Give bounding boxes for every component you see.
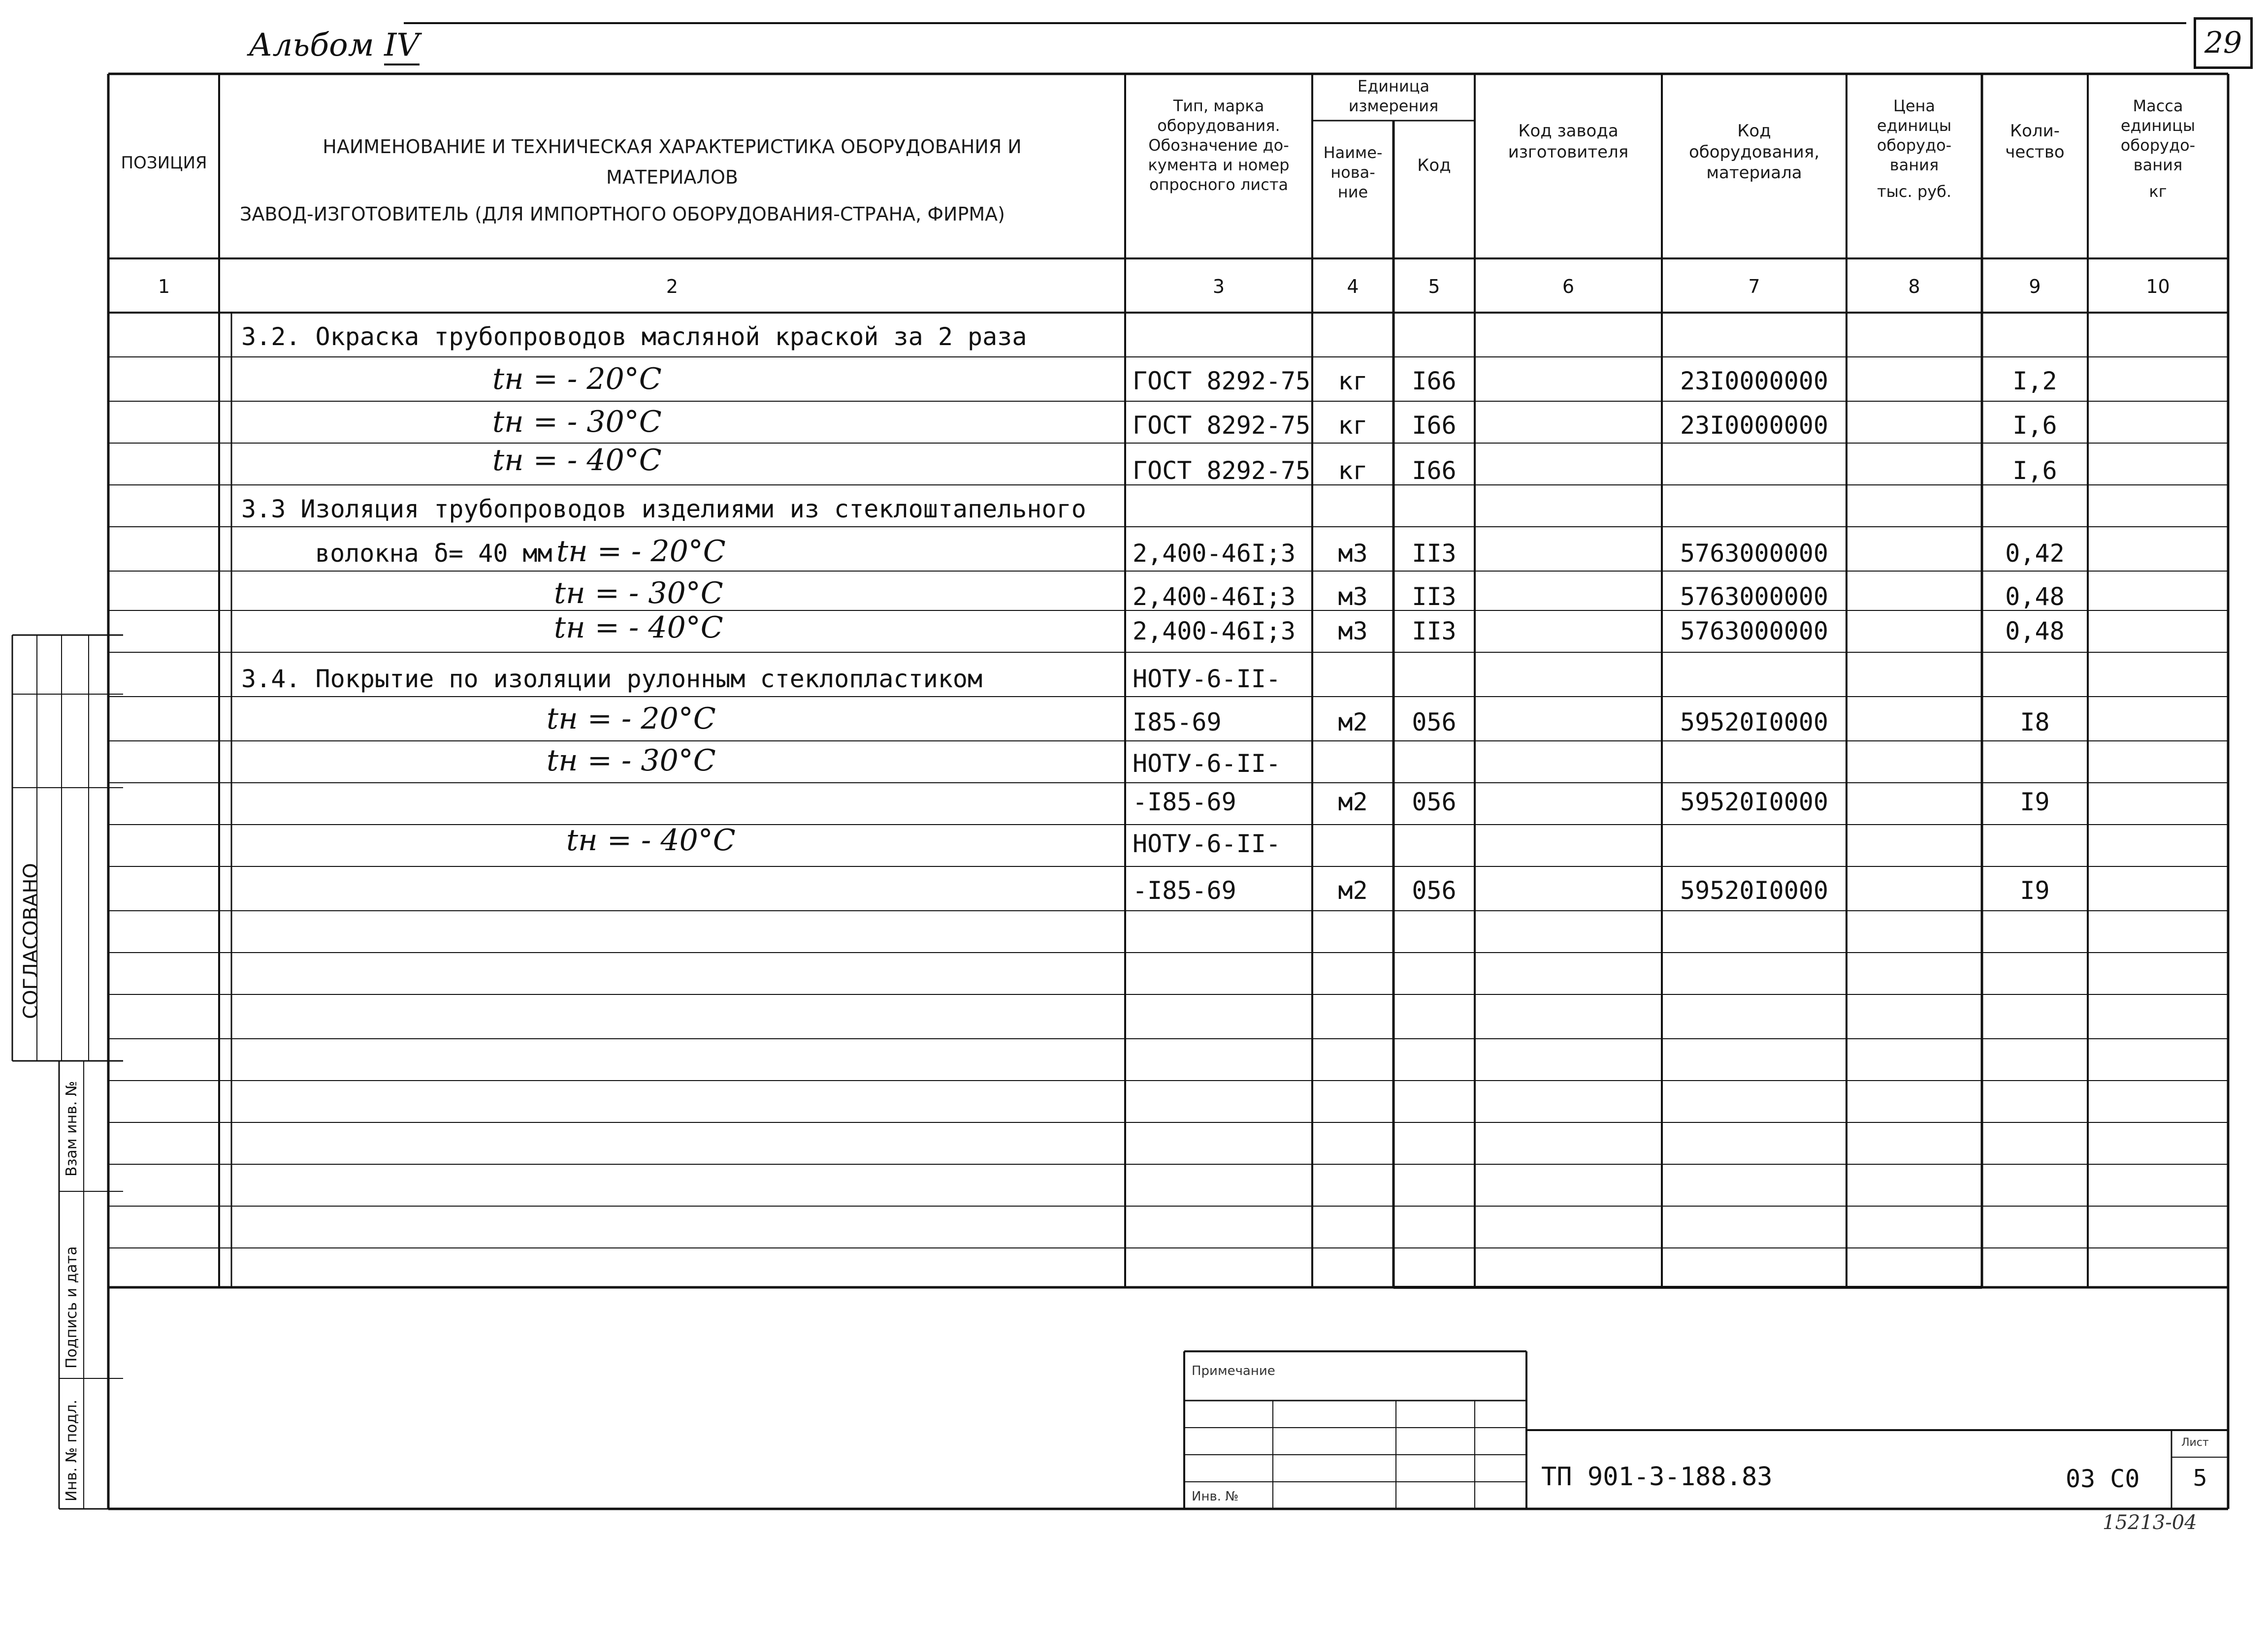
side-stamp-agreed: СОГЛАСОВАНО [20, 862, 42, 1019]
col-type-line: Тип, марка [1173, 96, 1264, 115]
col-qty-line: Коли- [2009, 121, 2060, 141]
unit-cell: кг [1338, 411, 1368, 440]
stamp-sheet-number: 5 [2193, 1465, 2207, 1491]
col-number: 9 [2029, 276, 2041, 297]
qty-cell: I,6 [2012, 411, 2057, 440]
doc-cell: I85-69 [1133, 708, 1222, 736]
col-mass-header [2089, 96, 2227, 201]
unit-cell: м2 [1338, 708, 1368, 736]
qty-cell: I,6 [2012, 456, 2057, 485]
stamp-sheet-label: Лист [2181, 1436, 2209, 1449]
col-name-line3: ЗАВОД-ИЗГОТОВИТЕЛЬ (ДЛЯ ИМПОРТНОГО ОБОРУДОВАНИЯ-СТРАНА, ФИРМА) [240, 203, 1005, 225]
col-type-line: Обозначение до- [1148, 136, 1289, 155]
unit-code-cell: I66 [1412, 411, 1457, 440]
section-title-3-3: 3.3 Изоляция трубопроводов изделиями из стеклоштапельного [241, 495, 1086, 523]
col-unit-group-line: Единица [1357, 77, 1430, 96]
col-unit-group-line: измерения [1348, 96, 1439, 115]
album-label-text: Альбом [249, 27, 374, 64]
qty-cell: I,2 [2012, 367, 2057, 395]
section-title-3-2: 3.2. Окраска трубопроводов масляной краской за 2 раза [241, 322, 1027, 351]
col-number: 6 [1562, 276, 1575, 297]
side-stamp-inv-orig: Инв. № подл. [63, 1400, 80, 1501]
unit-code-cell: II3 [1412, 617, 1457, 645]
stamp-inv-label: Инв. № [1192, 1489, 1239, 1504]
col-price-line: Цена [1893, 96, 1936, 115]
temperature-label: tн = - 40°C [566, 823, 736, 858]
equip-code-cell: 23I0000000 [1680, 411, 1829, 440]
unit-cell: кг [1338, 456, 1368, 485]
col-qty-header [1983, 121, 2087, 162]
sheet-number: 29 [2204, 26, 2242, 60]
col-number: 1 [158, 276, 170, 297]
document-section: 03 С0 [2066, 1465, 2140, 1493]
col-number: 10 [2146, 276, 2170, 297]
unit-cell: кг [1338, 367, 1368, 395]
doc-cell: 2,400-46I;3 [1133, 539, 1296, 568]
doc-cell: НОТУ-6-II- [1133, 749, 1281, 778]
col-unit-name-line: Наиме- [1323, 143, 1383, 162]
col-equip-code-line: оборудования, [1688, 142, 1820, 162]
col-unit-name-header [1313, 143, 1393, 202]
archive-number: 15213-04 [2103, 1511, 2197, 1534]
fiber-thickness-label: волокна δ= 40 мм [315, 539, 552, 568]
temperature-label: tн = - 40°C [554, 610, 723, 645]
col-factory-code-header [1476, 121, 1661, 162]
unit-code-cell: II3 [1412, 582, 1457, 611]
col-mass-line: оборудо- [2120, 136, 2196, 155]
col-unit-name-line: ние [1337, 183, 1368, 201]
doc-cell: НОТУ-6-II- [1133, 830, 1281, 858]
equip-code-cell: 5763000000 [1680, 617, 1829, 645]
col-name-line1: НАИМЕНОВАНИЕ И ТЕХНИЧЕСКАЯ ХАРАКТЕРИСТИКА ОБОРУДОВАНИЯ И [323, 136, 1022, 158]
col-type-line: оборудования. [1157, 116, 1280, 135]
col-factory-code-line: Код завода [1518, 121, 1619, 141]
temperature-label: tн = - 30°C [547, 743, 716, 778]
unit-code-cell: I66 [1412, 367, 1457, 395]
equip-code-cell: 59520I0000 [1680, 788, 1829, 816]
col-equip-code-line: материала [1706, 163, 1802, 183]
col-type-line: кумента и номер [1148, 156, 1290, 174]
temperature-label: tн = - 30°C [492, 405, 662, 439]
side-stamp-inv-replace: Взам инв. № [63, 1081, 80, 1177]
doc-cell: -I85-69 [1133, 876, 1236, 905]
col-equip-code-header [1663, 121, 1846, 184]
qty-cell: I9 [2020, 876, 2050, 905]
temperature-label: tн = - 20°C [492, 362, 662, 396]
doc-cell: 2,400-46I;3 [1133, 582, 1296, 611]
temperature-label: tн = - 20°C [556, 534, 726, 569]
doc-cell: ГОСТ 8292-75 [1133, 456, 1311, 485]
document-code: ТП 901-3-188.83 [1541, 1462, 1773, 1492]
equip-code-cell: 23I0000000 [1680, 367, 1829, 395]
equip-code-cell: 5763000000 [1680, 582, 1829, 611]
qty-cell: I9 [2020, 788, 2050, 816]
doc-cell: ГОСТ 8292-75 [1133, 411, 1311, 440]
col-name-line2: МАТЕРИАЛОВ [606, 166, 738, 188]
section-title-3-4: 3.4. Покрытие по изоляции рулонным стеклопластиком [241, 665, 983, 693]
unit-code-cell: II3 [1412, 539, 1457, 568]
doc-cell: -I85-69 [1133, 788, 1236, 816]
stamp-note-label: Примечание [1192, 1364, 1275, 1378]
col-mass-line: кг [2149, 182, 2167, 201]
equip-code-cell: 59520I0000 [1680, 708, 1829, 736]
doc-cell: 2,400-46I;3 [1133, 617, 1296, 645]
col-price-header [1847, 96, 1981, 201]
unit-cell: м3 [1338, 539, 1368, 568]
col-price-line: тыс. руб. [1877, 182, 1951, 201]
temperature-label: tн = - 40°C [492, 443, 662, 478]
unit-code-cell: I66 [1412, 456, 1457, 485]
equip-code-cell: 59520I0000 [1680, 876, 1829, 905]
col-type-line: опросного листа [1149, 175, 1289, 194]
col-unit-name-line: нова- [1330, 163, 1375, 182]
qty-cell: I8 [2020, 708, 2050, 736]
doc-cell: ГОСТ 8292-75 [1133, 367, 1311, 395]
col-number: 4 [1347, 276, 1359, 297]
unit-cell: м3 [1338, 582, 1368, 611]
col-mass-line: вания [2133, 156, 2183, 174]
temperature-label: tн = - 30°C [554, 576, 723, 610]
unit-cell: м2 [1338, 788, 1368, 816]
col-equip-code-line: Код [1737, 121, 1771, 141]
unit-code-cell: 056 [1412, 788, 1457, 816]
col-price-line: единицы [1877, 116, 1952, 135]
col-mass-line: единицы [2120, 116, 2196, 135]
unit-cell: м2 [1338, 876, 1368, 905]
col-price-line: вания [1889, 156, 1939, 174]
col-factory-code-line: изготовителя [1508, 142, 1629, 162]
unit-code-cell: 056 [1412, 876, 1457, 905]
col-position-header: ПОЗИЦИЯ [121, 153, 207, 173]
qty-cell: 0,48 [2005, 582, 2065, 611]
col-unit-group-header [1313, 76, 1474, 116]
col-number: 2 [666, 276, 679, 297]
col-number: 8 [1908, 276, 1920, 297]
temperature-label: tн = - 20°C [547, 702, 716, 736]
col-name-header [220, 135, 1124, 226]
col-mass-line: Масса [2133, 96, 2183, 115]
side-stamp-sign-date: Подпись и дата [63, 1246, 80, 1369]
equip-code-cell: 5763000000 [1680, 539, 1829, 568]
unit-cell: м3 [1338, 617, 1368, 645]
col-qty-line: чество [2005, 142, 2065, 162]
qty-cell: 0,42 [2005, 539, 2065, 568]
col-price-line: оборудо- [1877, 136, 1952, 155]
album-number: IV [384, 27, 420, 65]
col-number: 5 [1428, 276, 1440, 297]
doc-cell: НОТУ-6-II- [1133, 665, 1281, 693]
qty-cell: 0,48 [2005, 617, 2065, 645]
col-number: 3 [1212, 276, 1225, 297]
unit-code-cell: 056 [1412, 708, 1457, 736]
col-number: 7 [1748, 276, 1760, 297]
col-type-header [1126, 96, 1311, 194]
col-unit-code-header: Код [1417, 156, 1451, 175]
